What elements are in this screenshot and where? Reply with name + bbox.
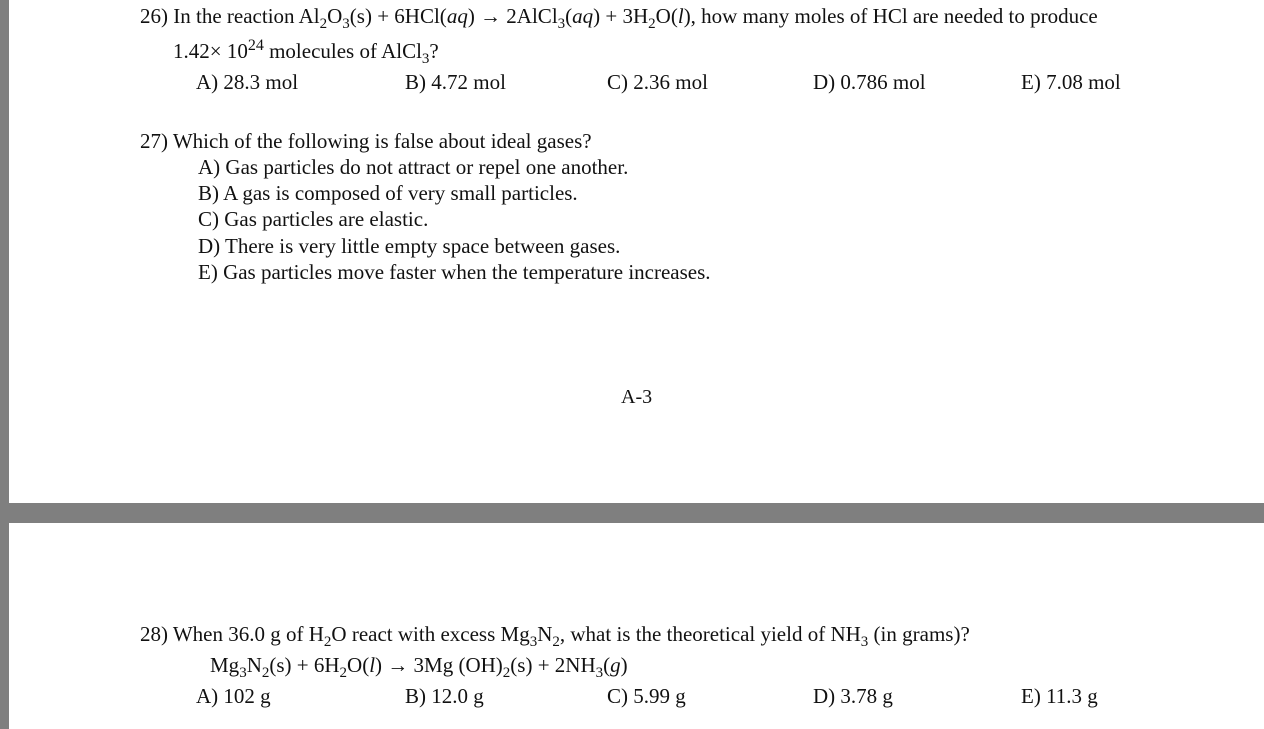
q27-question: 27) Which of the following is false about ideal gases? (140, 129, 592, 153)
q26-option-e: E) 7.08 mol (1021, 70, 1121, 94)
q27-option-a: A) Gas particles do not attract or repel one another. (198, 155, 629, 179)
q27-option-c: C) Gas particles are elastic. (198, 207, 429, 231)
q28-option-a: A) 102 g (196, 684, 271, 708)
q28-option-b: B) 12.0 g (405, 684, 484, 708)
q26-question-line2: $1.42\times 10^{24}$ molecules of AlCl$_3$? (173, 37, 439, 67)
q28-option-d: D) 3.78 g (813, 684, 893, 708)
document-page-top (9, 0, 1264, 503)
q28-equation: $Mg_3N_2(s) + 6H_2O(l) \to 3Mg$ $(OH)_2(s) + 2NH_3(g)$ (210, 653, 628, 681)
document-page-bottom (9, 523, 1264, 729)
q26-question-line1 (140, 3, 1098, 32)
q28-question: 28) When 36.0 g of $H_2O$ react with excess $Mg_3N_2$, what is the theoretical yield of $NH_3$ (in grams)? (140, 622, 970, 650)
q26-text: In the reaction $Al_2O_3(s) + 6HCl(aq)$ → 2AlCl$_3$(aq) + $3H_2O(l)$, how many moles of HCl are needed to produce (173, 4, 1098, 32)
q27-option-e: E) Gas particles move faster when the temperature increases. (198, 260, 711, 284)
page-number-label: A-3 (621, 386, 653, 408)
q26-option-c: C) 2.36 mol (607, 70, 708, 94)
q27-option-b: B) A gas is composed of very small particles. (198, 181, 578, 205)
q27-option-d: D) There is very little empty space between gases. (198, 234, 621, 258)
q26-option-b: B) 4.72 mol (405, 70, 506, 94)
q26-option-a: A) 28.3 mol (196, 70, 299, 94)
q26-number: 26) (140, 4, 168, 28)
q28-option-e: E) 11.3 g (1021, 684, 1098, 708)
q26-option-d: D) 0.786 mol (813, 70, 926, 94)
q28-option-c: C) 5.99 g (607, 684, 686, 708)
